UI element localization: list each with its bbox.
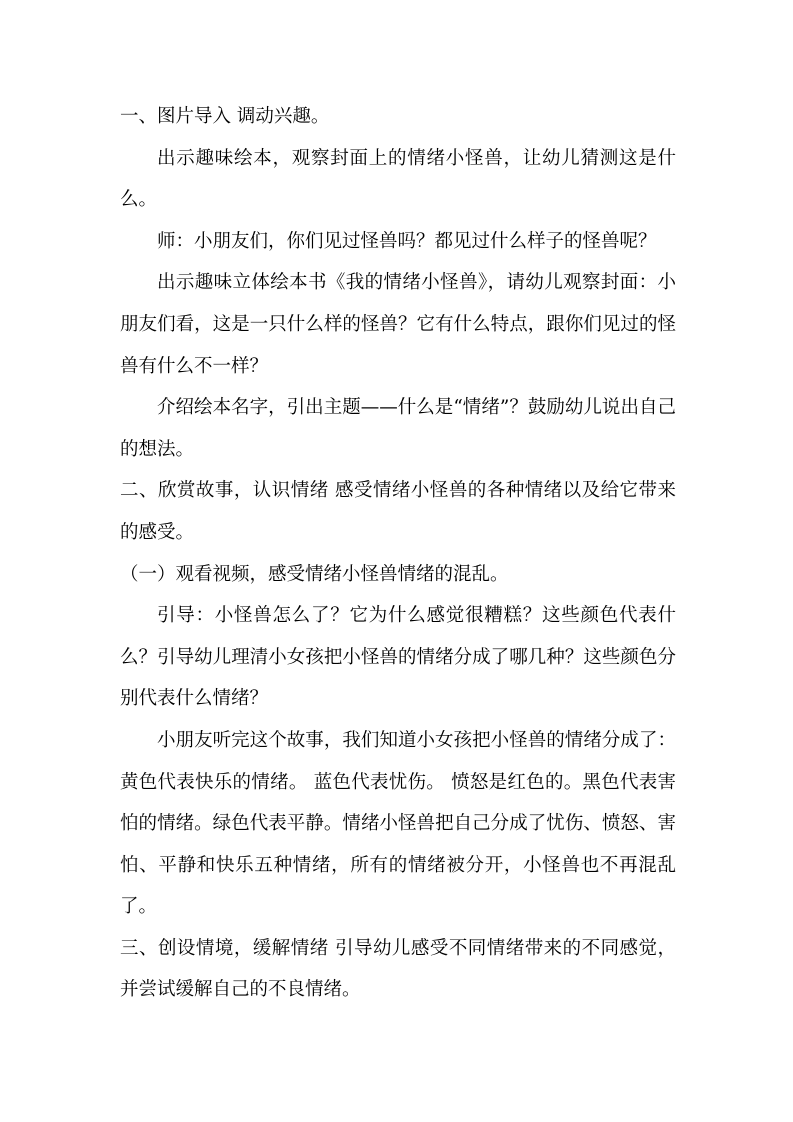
body-paragraph: 引导：小怪兽怎么了？它为什么感觉很糟糕？这些颜色代表什么？引导幼儿理清小女孩把小怪兽的情绪分成了哪几种？这些颜色分别代表什么情绪？ (120, 605, 676, 710)
body-paragraph: 师：小朋友们，你们见过怪兽吗？都见过什么样子的怪兽呢？ (157, 230, 657, 252)
section-heading-1: 一、图片导入 调动兴趣。 (120, 106, 330, 127)
body-paragraph: 出示趣味绘本，观察封面上的情绪小怪兽，让幼儿猜测这是什么。 (120, 147, 676, 211)
section-heading-3: 三、创设情境，缓解情绪 引导幼儿感受不同情绪带来的不同感觉，并尝试缓解自己的不良情绪。 (120, 937, 676, 1001)
subsection-heading: （一）观看视频，感受情绪小怪兽情绪的混乱。 (120, 563, 509, 585)
body-paragraph: 小朋友听完这个故事，我们知道小女孩把小怪兽的情绪分成了：黄色代表快乐的情绪。 蓝色代表忧伤。 愤怒是红色的。黑色代表害怕的情绪。绿色代表平静。情绪小怪兽把自己分成了忧伤、愤怒、害怕、平静和快乐五种情绪，所有的情绪被分开，小怪兽也不再混乱了。 (120, 729, 676, 918)
body-paragraph: 介绍绘本名字，引出主题——什么是“情绪”？鼓励幼儿说出自己的想法。 (120, 397, 676, 460)
document-body (120, 96, 676, 1011)
section-heading-2: 二、欣赏故事，认识情绪 感受情绪小怪兽的各种情绪以及给它带来的感受。 (120, 480, 676, 543)
body-paragraph: 出示趣味立体绘本书《我的情绪小怪兽》，请幼儿观察封面：小朋友们看，这是一只什么样的怪兽？它有什么特点，跟你们见过的怪兽有什么不一样？ (120, 272, 676, 377)
